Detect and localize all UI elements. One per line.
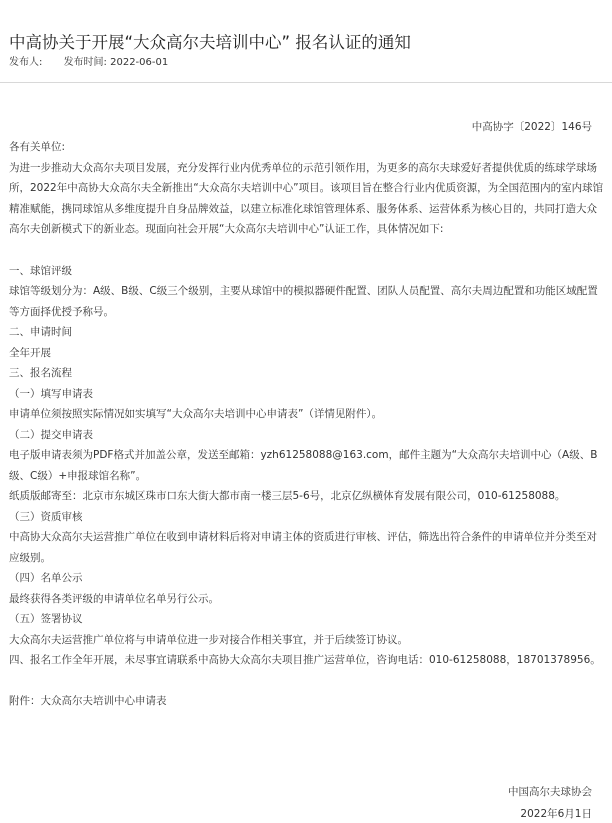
section-1-title: 一、球馆评级 bbox=[9, 264, 72, 277]
notice-body bbox=[9, 137, 606, 711]
step-3-title: （三）资质审核 bbox=[9, 510, 83, 523]
step-4-title: （四）名单公示 bbox=[9, 572, 83, 584]
step-4-text: 最终获得各类评级的申请单位名单另行公示。 bbox=[9, 592, 219, 605]
step-2-title: （二）提交申请表 bbox=[9, 428, 93, 441]
document-number: 中高协字〔2022〕146号 bbox=[471, 121, 592, 133]
signature-org: 中国高尔夫球协会 bbox=[508, 786, 592, 798]
section-4-text: 四、报名工作全年开展，未尽事宜请联系中高协大众高尔夫项目推广运营单位，咨询电话：010-61258088，18701378956。 bbox=[9, 654, 601, 666]
intro-paragraph: 为进一步推动大众高尔夫项目发展，充分发挥行业内优秀单位的示范引领作用，为更多的高尔夫球爱好者提供优质的练球学球场所，2022年中高协大众高尔夫全新推出“大众高尔夫培训中心”项目。该项目旨在整合行业内优质资源，为全国范围内的室内球馆精准赋能，携同球馆从多维度提升自身品牌效益，以建立标准化球馆管理体系、服务体系、运营体系为核心目的，共同打造大众高尔夫创新模式下的新业态。现面向社会开展“大众高尔夫培训中心”认证工作，具体情况如下: bbox=[9, 161, 604, 235]
step-1-title: （一）填写申请表 bbox=[9, 387, 93, 400]
signature-date: 2022年6月1日 bbox=[520, 808, 592, 820]
section-3-title: 三、报名流程 bbox=[9, 367, 72, 379]
header-divider bbox=[0, 82, 612, 83]
step-5-text: 大众高尔夫运营推广单位将与申请单位进一步对接合作相关事宜，并于后续签订协议。 bbox=[9, 633, 408, 646]
step-2-text-email: 电子版申请表须为PDF格式并加盖公章，发送至邮箱：yzh61258088@163.com，邮件主题为“大众高尔夫培训中心（A级、B级、C级）+申报球馆名称”。 bbox=[9, 449, 598, 482]
section-2-title: 二、申请时间 bbox=[9, 326, 72, 338]
publisher-label: 发布人: bbox=[9, 57, 43, 68]
step-1-text: 申请单位须按照实际情况如实填写“大众高尔夫培训中心申请表”（详情见附件）。 bbox=[9, 408, 383, 420]
attachment-link[interactable]: 附件：大众高尔夫培训中心申请表 bbox=[9, 694, 167, 707]
section-2-text: 全年开展 bbox=[9, 346, 51, 359]
publish-time: 发布时间: 2022-06-01 bbox=[63, 57, 169, 68]
step-2-text-mail: 纸质版邮寄至：北京市东城区珠市口东大街大都市南一楼三层5-6号，北京亿纵横体育发展有限公司，010-61258088。 bbox=[9, 490, 566, 502]
step-5-title: （五）签署协议 bbox=[9, 613, 83, 625]
step-3-text: 中高协大众高尔夫运营推广单位在收到申请材料后将对申请主体的资质进行审核、评估，筛选出符合条件的申请单位并分类至对应级别。 bbox=[9, 531, 597, 564]
meta-info bbox=[9, 56, 186, 70]
section-1-text: 球馆等级划分为：A级、B级、C级三个级别，主要从球馆中的模拟器硬件配置、团队人员配置、高尔夫周边配置和功能区域配置等方面择优授予称号。 bbox=[9, 285, 598, 318]
page-title: 中高协关于开展“大众高尔夫培训中心” 报名认证的通知 bbox=[9, 33, 411, 53]
salutation: 各有关单位: bbox=[9, 141, 66, 153]
